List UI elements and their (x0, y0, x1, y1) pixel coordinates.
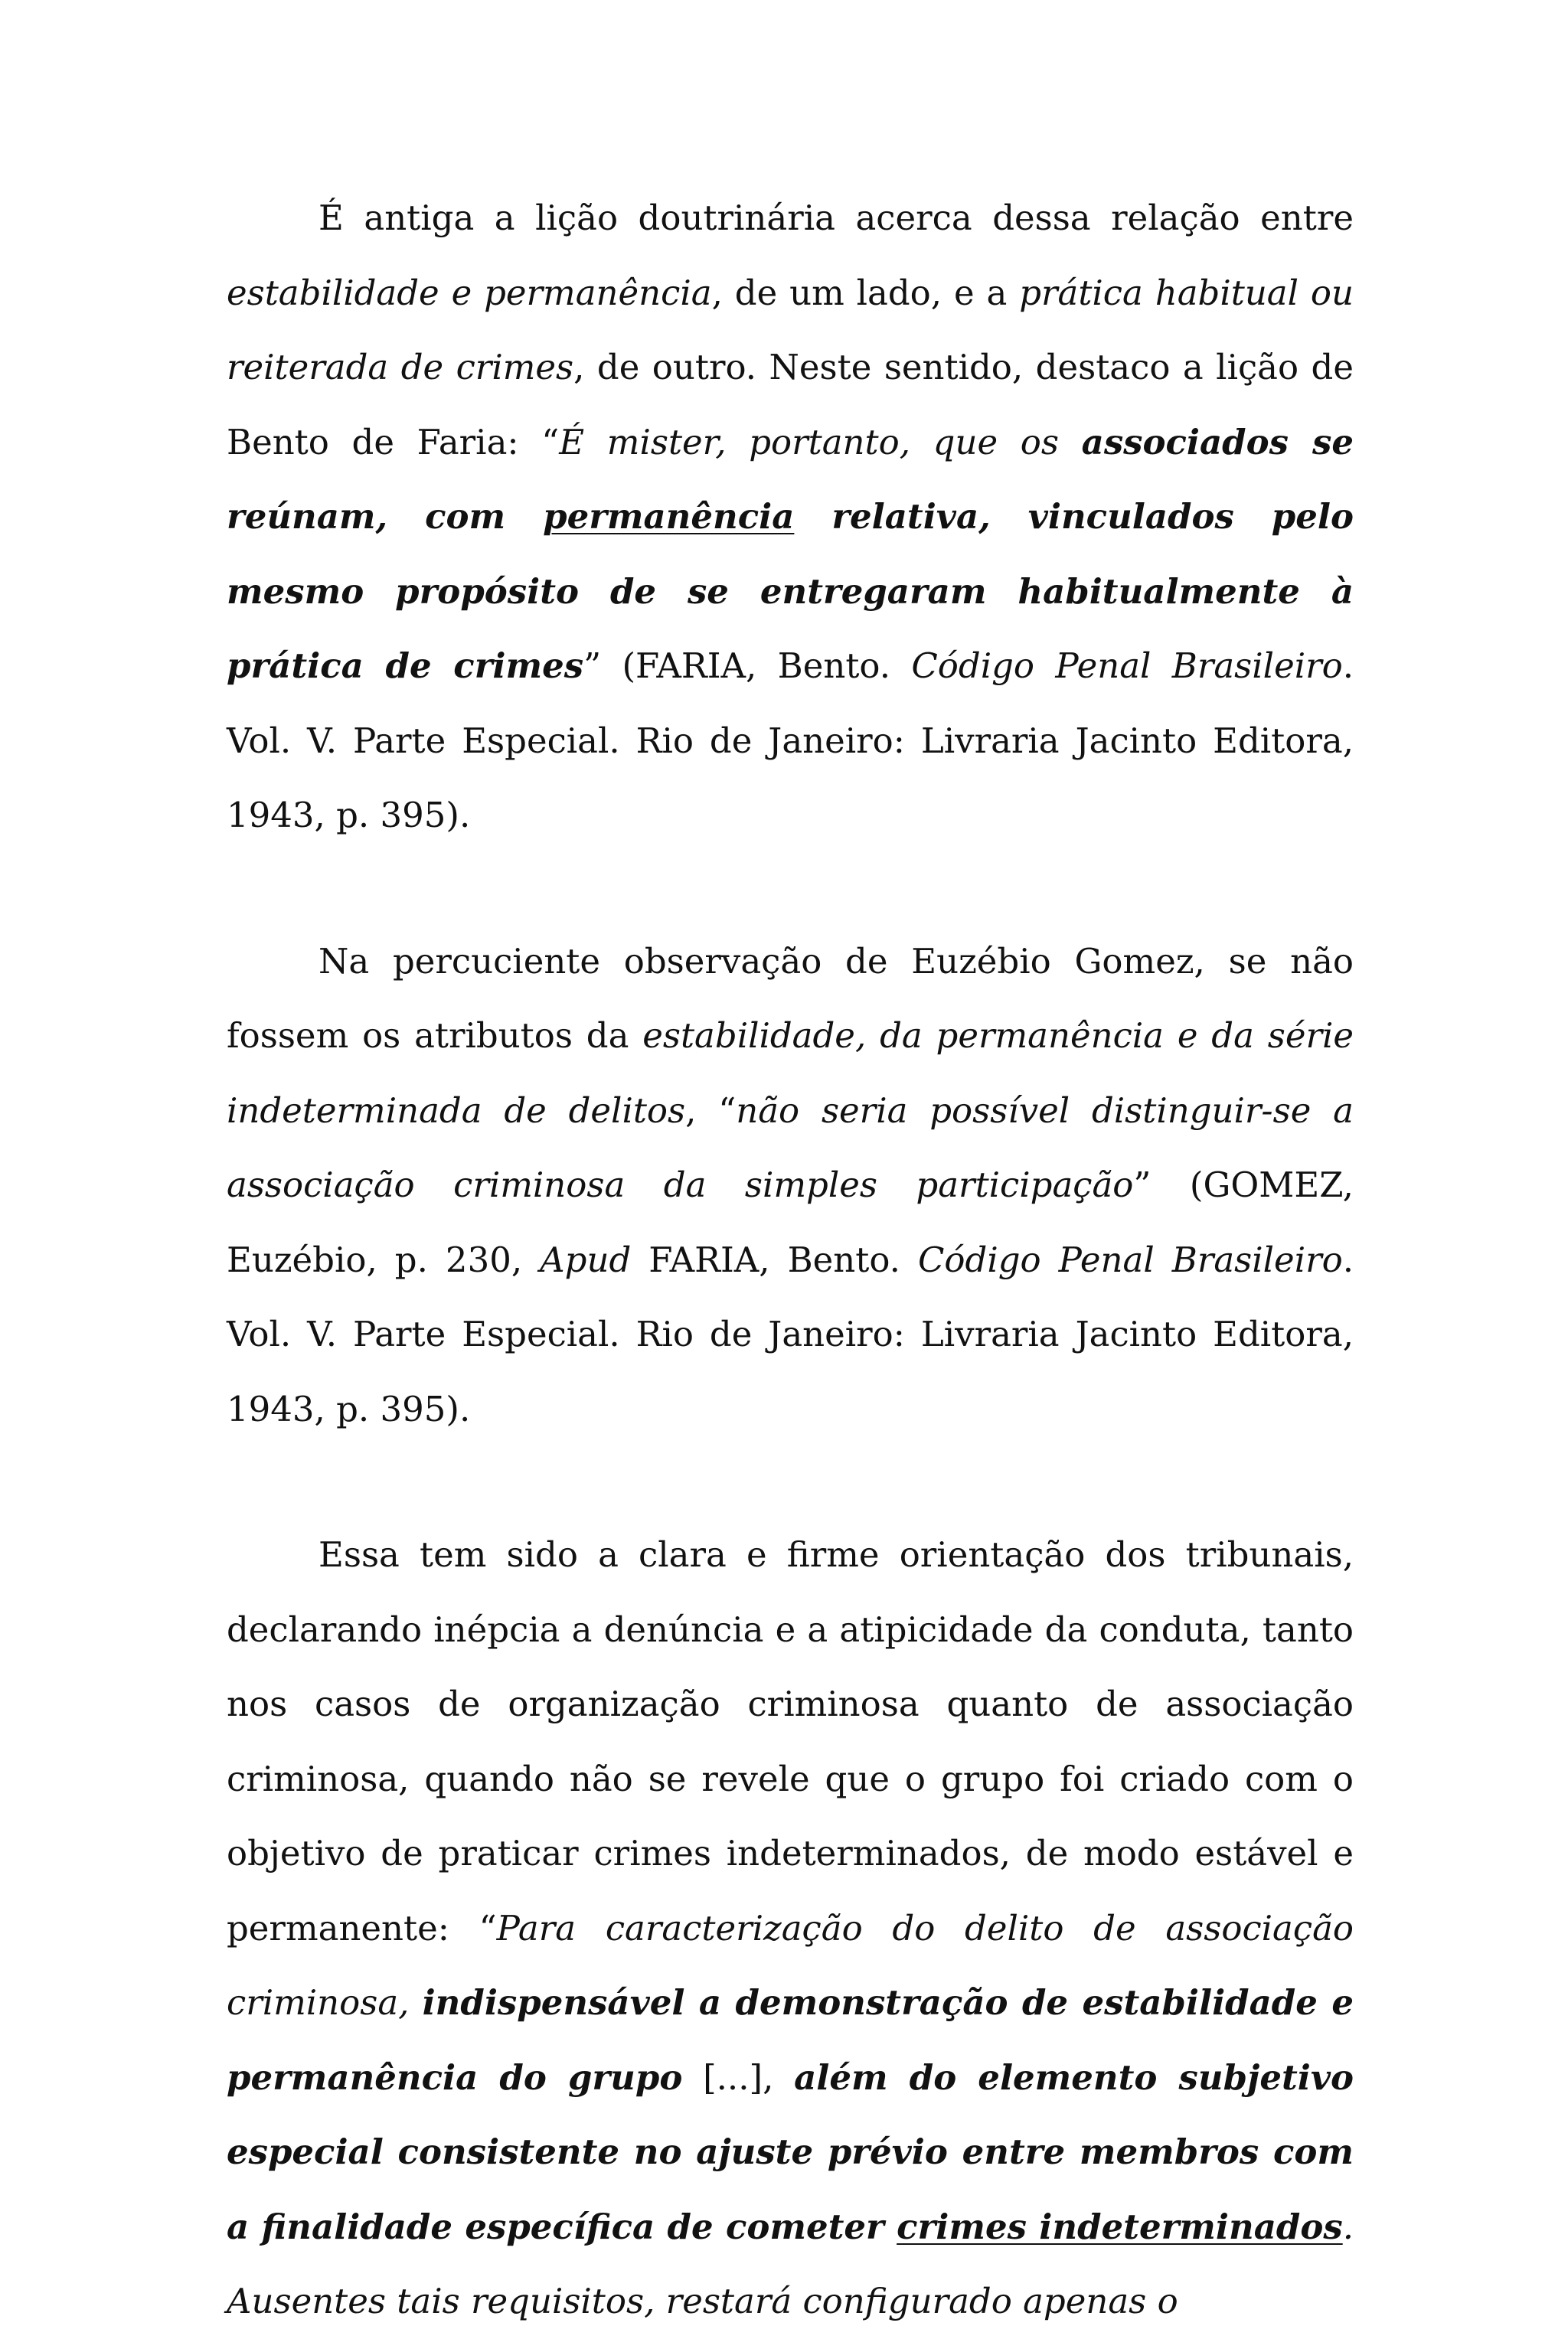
paragraph-bento-de-faria (227, 181, 1354, 853)
text-run: . Vol. V. Parte Especial. Rio de Janeiro: Livraria Jacinto Editora, 1943, p. 395). (227, 1239, 1354, 1429)
text-run: Essa tem sido a clara e firme orientação dos tribunais, declarando inépcia a denúncia e a atipicidade da conduta, tanto nos casos de organização criminosa quanto de associação criminosa, quando não se revele que o grupo foi criado com o objetivo de praticar crimes indeterminados, de modo estável e permanente: “ (227, 1534, 1354, 1949)
text-run: Apud (540, 1239, 632, 1280)
document-page (227, 181, 1354, 2339)
text-run: ” (FARIA, Bento. (583, 645, 912, 686)
text-run: estabilidade e permanência (227, 272, 712, 313)
text-run: relativa, vinculados pelo mesmo propósito de se entregaram habitualmente à prática de crimes (227, 496, 1354, 686)
text-run: Na percuciente observação de Euzébio Gomez, se não fossem os atributos da (227, 940, 1354, 1056)
text-run: além do elemento subjetivo especial consistente no ajuste prévio entre membros com a finalidade específica de cometer (227, 2056, 1354, 2247)
text-run: Código Penal Brasileiro (911, 645, 1343, 686)
text-run: permanência (543, 496, 795, 537)
text-run: , de outro. Neste sentido, destaco a lição de Bento de Faria: “ (227, 347, 1354, 462)
text-run: ” (GOMEZ, Euzébio, p. 230, (227, 1165, 1354, 1280)
text-run: . Vol. V. Parte Especial. Rio de Janeiro: Livraria Jacinto Editora, 1943, p. 395). (227, 645, 1354, 835)
paragraph-euzebio-gomez (227, 924, 1354, 1447)
text-run: indispensável a demonstração de estabilidade e permanência do grupo (227, 1982, 1354, 2098)
text-run: , “ (685, 1089, 737, 1131)
text-run: prática habitual ou reiterada de crimes (227, 272, 1354, 387)
text-run: , de um lado, e a (711, 272, 1020, 313)
text-run: [...], (682, 2056, 795, 2098)
text-run: estabilidade, da permanência e da série indeterminada de delitos (227, 1015, 1354, 1131)
text-run: É antiga a lição doutrinária acerca dessa relação entre (318, 198, 1354, 238)
text-run: crimes indeterminados (897, 2206, 1343, 2247)
text-run: Para caracterização do delito de associação criminosa, (227, 1907, 1354, 2023)
text-run: Código Penal Brasileiro (918, 1239, 1343, 1280)
paragraph-tribunais (227, 1517, 1354, 2339)
text-run: associados se reúnam, com (227, 421, 1354, 537)
text-run: É mister, portanto, que os (559, 421, 1082, 462)
text-run: FARIA, Bento. (631, 1239, 918, 1280)
text-run: . Ausentes tais requisitos, restará configurado apenas o (227, 2206, 1354, 2321)
text-run: não seria possível distinguir-se a associação criminosa da simples participação (227, 1089, 1354, 1205)
